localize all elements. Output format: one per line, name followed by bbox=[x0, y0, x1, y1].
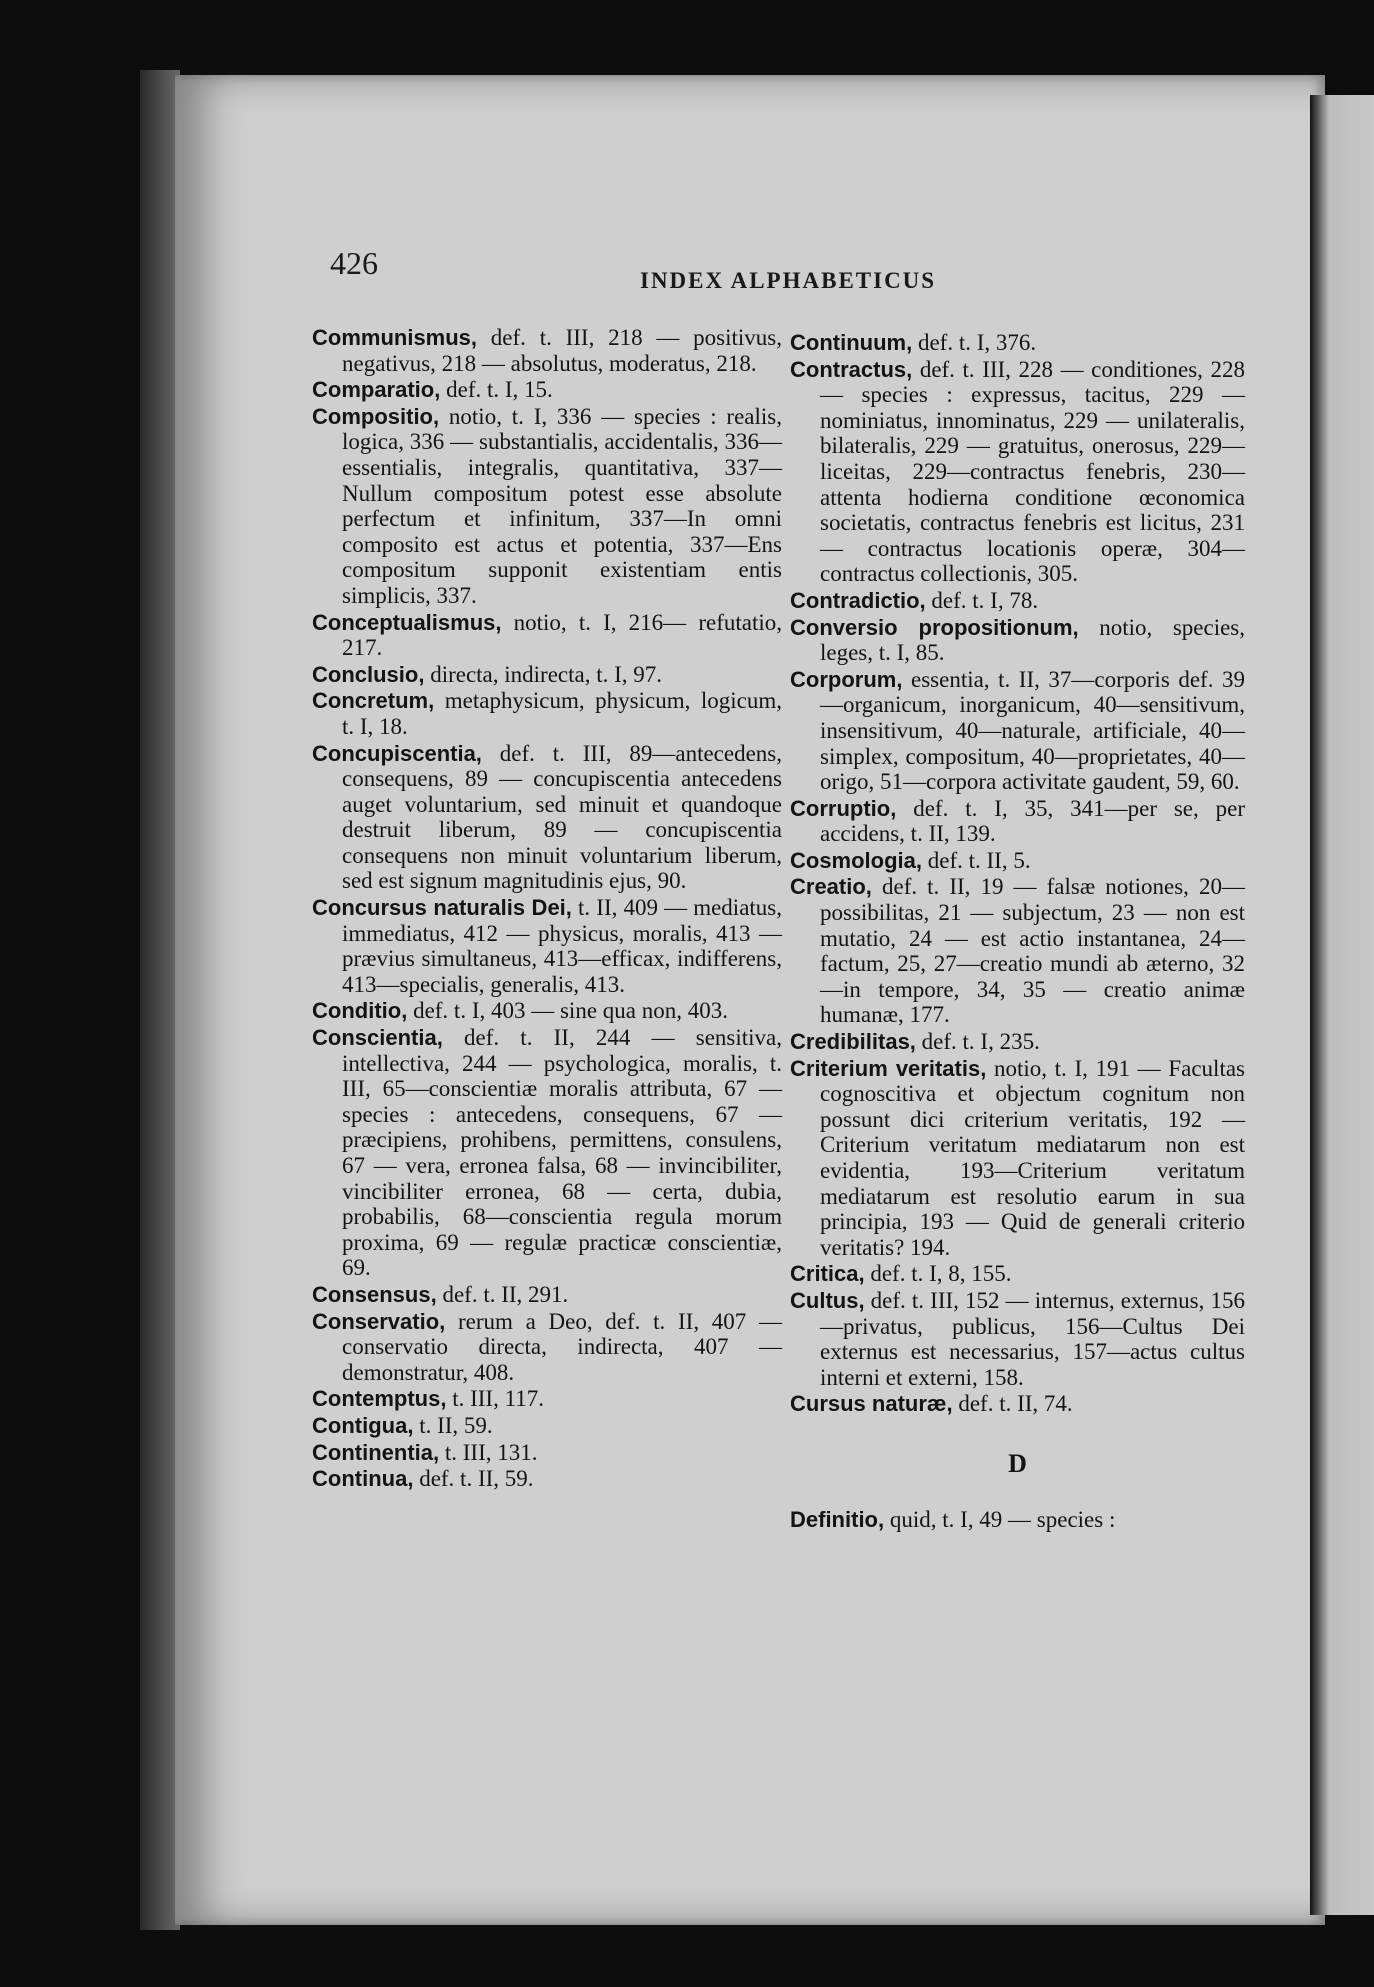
index-entry bbox=[790, 330, 1245, 356]
index-references: def. t. III, 228 — conditiones, 228 — species : expressus, tacitus, 229 — nominiatus, innominatus, 229 — unilateralis, bilateralis, 229 — gratuitus, onerosus, 229—liceitas, 229—contractus fenebris, 230—attenta hodierna conditione œconomica societatis, contractus fenebris est licitus, 231 — contractus locationis operæ, 304— contractus collectionis, 305. bbox=[820, 356, 1245, 587]
index-headword: Conscientia, bbox=[312, 1025, 443, 1051]
page-number: 426 bbox=[330, 245, 378, 281]
index-headword: Concursus naturalis Dei, bbox=[312, 895, 572, 921]
index-references: def. t. I, 8, 155. bbox=[864, 1261, 1012, 1287]
index-entry bbox=[312, 1386, 782, 1412]
index-headword: Conservatio, bbox=[312, 1308, 446, 1334]
index-headword: Credibilitas, bbox=[790, 1029, 916, 1055]
index-references: def. t. I, 376. bbox=[912, 330, 1037, 355]
index-references: def. t. I, 403 — sine qua non, 403. bbox=[407, 998, 728, 1024]
index-references: def. t. I, 35, 341—per se, per accidens, t. II, 139. bbox=[820, 795, 1245, 847]
index-entry bbox=[790, 1056, 1245, 1261]
index-references: def. t. I, 235. bbox=[915, 1029, 1040, 1055]
index-column-right bbox=[790, 330, 1245, 1533]
index-entry bbox=[312, 741, 782, 895]
index-headword: Creatio, bbox=[790, 874, 872, 900]
index-entry bbox=[790, 874, 1245, 1028]
index-references: t. II, 409 — mediatus, immediatus, 412 — physicus, moralis, 413 — prævius simultaneus, 413—efficax, indifferens, 413—specialis, generalis, 413. bbox=[342, 895, 782, 997]
index-headword: Contigua, bbox=[312, 1412, 414, 1438]
index-headword: Concupiscentia, bbox=[312, 740, 482, 766]
index-references: def. t. II, 19 — falsæ notiones, 20—possibilitas, 21 — subjectum, 23 — non est mutatio, 24 — est actio instantanea, 24—factum, 25, 27—creatio mundi ab æterno, 32—in tempore, 34, 35 — creatio animæ humanæ, 177. bbox=[820, 874, 1245, 1028]
index-references: def. t. I, 78. bbox=[925, 587, 1039, 613]
index-entry bbox=[790, 1507, 1245, 1533]
index-entry bbox=[312, 1440, 782, 1466]
index-references: def. t. I, 15. bbox=[440, 377, 553, 403]
index-references: def. t. III, 152 — internus, externus, 156—privatus, publicus, 156—Cultus Dei externus est necessarius, 157—actus cultus interni et externi, 158. bbox=[820, 1287, 1245, 1390]
index-headword: Critica, bbox=[790, 1261, 865, 1287]
index-entry bbox=[312, 1025, 782, 1281]
index-entry bbox=[790, 1261, 1245, 1287]
index-references: def. t. II, 74. bbox=[952, 1391, 1073, 1417]
index-references: t. III, 117. bbox=[446, 1386, 544, 1412]
index-references: notio, species, leges, t. I, 85. bbox=[820, 614, 1245, 666]
index-references: notio, t. I, 191 — Facultas cognoscitiva et objectum cognitum non possunt dici criterium veritatis, 192 — Criterium veritatum mediatarum non est evidentia, 193—Criterium veritatum mediatarum est resolutio earum in sua principia, 193 — Quid de generali criterio veritatis? 194. bbox=[820, 1055, 1245, 1260]
running-head: INDEX ALPHABETICUS bbox=[640, 268, 937, 293]
index-references: directa, indirecta, t. I, 97. bbox=[424, 661, 663, 687]
index-entry bbox=[790, 588, 1245, 614]
index-references: def. t. III, 218 — positivus, negativus, 218 — absolutus, moderatus, 218. bbox=[342, 325, 782, 376]
index-headword: Corporum, bbox=[790, 666, 903, 692]
index-headword: Conclusio, bbox=[312, 661, 425, 687]
index-references: t. III, 131. bbox=[439, 1439, 538, 1465]
index-entry bbox=[312, 1309, 782, 1386]
index-headword: Cursus naturæ, bbox=[790, 1391, 953, 1417]
index-entry bbox=[312, 404, 782, 609]
index-headword: Criterium veritatis, bbox=[790, 1055, 987, 1081]
index-entry bbox=[312, 1466, 782, 1492]
index-references: metaphysicum, physicum, logicum, t. I, 18. bbox=[342, 688, 782, 739]
index-headword: Continua, bbox=[312, 1466, 414, 1492]
index-headword: Definitio, bbox=[790, 1506, 885, 1532]
index-references: def. t. II, 244 — sensitiva, intellectiva, 244 — psychologica, moralis, t. III, 65—conscientiæ moralis attributa, 67 — species : antecedens, consequens, 67 — præcipiens, prohibens, permittens, consulens, 67 — vera, erronea falsa, 68 — invincibiliter, vincibiliter erronea, 68 — certa, dubia, probabilis, 68—conscientia regula morum proxima, 69 — regulæ practicæ conscientiæ, 69. bbox=[342, 1025, 782, 1281]
index-references: def. t. II, 5. bbox=[922, 847, 1031, 873]
book-gutter bbox=[140, 70, 180, 1930]
section-letter: D bbox=[1008, 1448, 1027, 1478]
index-entry bbox=[312, 688, 782, 739]
index-references: def. t. III, 89—antecedens, consequens, 89 — concupiscentia antecedens auget voluntarium, sed minuit et quandoque destruit liberum, 89 — concupiscentia consequens non minuit voluntarium liberum, sed est signum magnitudinis ejus, 90. bbox=[342, 740, 782, 894]
index-references: rerum a Deo, def. t. II, 407 — conservatio directa, indirecta, 407 — demonstratur, 408. bbox=[342, 1308, 782, 1385]
index-entry bbox=[312, 1413, 782, 1439]
index-entry bbox=[790, 1288, 1245, 1390]
index-headword: Contemptus, bbox=[312, 1386, 447, 1412]
index-headword: Continuum, bbox=[790, 330, 913, 355]
index-entry bbox=[790, 667, 1245, 795]
index-entry bbox=[312, 377, 782, 403]
index-entry bbox=[312, 998, 782, 1024]
index-entry bbox=[790, 1029, 1245, 1055]
index-headword: Cultus, bbox=[790, 1287, 865, 1313]
index-references: quid, t. I, 49 — species : bbox=[884, 1506, 1116, 1532]
index-headword: Consensus, bbox=[312, 1281, 437, 1307]
index-entry bbox=[312, 610, 782, 661]
index-headword: Conceptualismus, bbox=[312, 609, 502, 635]
index-references: def. t. II, 59. bbox=[413, 1466, 534, 1492]
index-entry bbox=[790, 357, 1245, 587]
index-entry bbox=[312, 325, 782, 376]
index-entry bbox=[790, 1391, 1245, 1417]
index-headword: Corruptio, bbox=[790, 795, 897, 821]
index-entry bbox=[312, 895, 782, 997]
index-entry bbox=[790, 615, 1245, 666]
adjacent-page-edge bbox=[1310, 95, 1374, 1915]
index-headword: Concretum, bbox=[312, 688, 435, 714]
index-entry bbox=[312, 662, 782, 688]
index-headword: Conversio propositionum, bbox=[790, 614, 1079, 640]
index-entry bbox=[790, 848, 1245, 874]
index-headword: Conditio, bbox=[312, 998, 408, 1024]
index-headword: Contractus, bbox=[790, 356, 913, 382]
index-headword: Cosmologia, bbox=[790, 847, 923, 873]
index-references: def. t. II, 291. bbox=[436, 1281, 569, 1307]
index-references: essentia, t. II, 37—corporis def. 39—organicum, inorganicum, 40—sensitivum, insensitivum, 40—naturale, artificiale, 40—simplex, compositum, 40—proprietates, 40—origo, 51—corpora activitate gaudent, 59, 60. bbox=[820, 666, 1245, 795]
index-headword: Contradictio, bbox=[790, 587, 926, 613]
index-entry bbox=[312, 1282, 782, 1308]
index-entry bbox=[790, 796, 1245, 847]
index-headword: Compositio, bbox=[312, 403, 440, 429]
index-references: t. II, 59. bbox=[413, 1412, 493, 1438]
index-headword: Communismus, bbox=[312, 325, 478, 350]
index-references: notio, t. I, 336 — species : realis, logica, 336 — substantialis, accidentalis, 336—essentialis, integralis, quantitativa, 337— Nullum compositum potest esse absolute perfectum et infinitum, 337—In omni composito est actus et potentia, 337—Ens compositum supponit existentiam entis simplicis, 337. bbox=[342, 403, 782, 608]
index-references: notio, t. I, 216— refutatio, 217. bbox=[342, 609, 782, 661]
index-headword: Continentia, bbox=[312, 1439, 440, 1465]
index-headword: Comparatio, bbox=[312, 377, 441, 403]
index-column-left bbox=[312, 325, 782, 1493]
